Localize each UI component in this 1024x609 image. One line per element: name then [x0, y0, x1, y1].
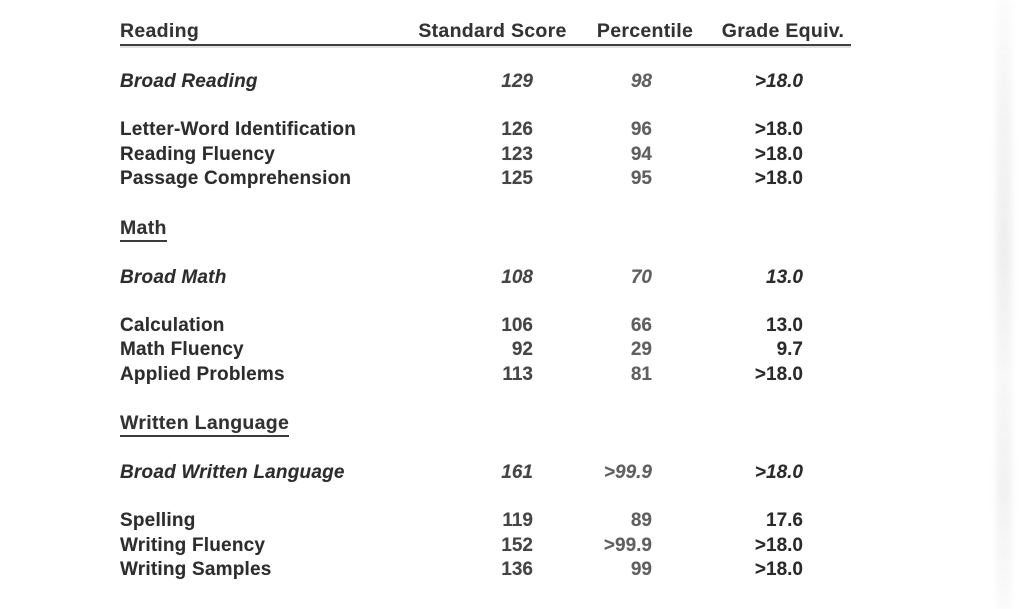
- cluster-row-broad-math: [120, 266, 851, 290]
- percentile-value: 89: [630, 510, 652, 531]
- column-header-percentile: Percentile: [596, 20, 694, 42]
- test-label: Letter-Word Identification: [120, 119, 357, 140]
- percentile-value: 95: [630, 168, 652, 189]
- test-label: Passage Comprehension: [120, 168, 352, 189]
- grade-equiv-value: >18.0: [754, 168, 803, 189]
- test-label: Writing Samples: [120, 559, 272, 580]
- section-heading-written-language-wrap: [120, 411, 851, 437]
- standard-score-value: 136: [501, 559, 533, 580]
- grade-equiv-value: >18.0: [754, 71, 803, 92]
- test-row-writing-samples: [120, 558, 851, 583]
- percentile-value: 81: [630, 363, 652, 385]
- grade-equiv-value: >18.0: [754, 559, 803, 580]
- grade-equiv-value: >18.0: [754, 534, 803, 556]
- test-row-applied-problems: [120, 363, 851, 388]
- grade-equiv-value: 13.0: [766, 266, 803, 288]
- percentile-value: 99: [630, 559, 652, 580]
- test-label: Applied Problems: [120, 363, 285, 385]
- cluster-label: Broad Reading: [120, 71, 258, 92]
- percentile-value: 66: [630, 314, 652, 336]
- percentile-value: >99.9: [603, 534, 652, 556]
- standard-score-value: 126: [501, 119, 533, 140]
- column-header-reading: Reading: [120, 20, 200, 42]
- section-heading-written-language: Written Language: [120, 412, 289, 437]
- standard-score-value: 129: [501, 71, 533, 92]
- standard-score-value: 119: [502, 510, 533, 531]
- section-heading-math-wrap: [120, 216, 851, 242]
- percentile-value: 98: [630, 71, 652, 92]
- grade-equiv-value: 9.7: [776, 339, 803, 360]
- test-row-calculation: [120, 314, 851, 339]
- standard-score-value: 108: [501, 266, 533, 288]
- test-label: Calculation: [120, 314, 225, 336]
- test-row-passage-comprehension: [120, 167, 851, 192]
- grade-equiv-value: >18.0: [754, 363, 803, 385]
- written-language-test-rows: [120, 509, 851, 583]
- test-row-writing-fluency: [120, 534, 851, 559]
- cluster-row-broad-reading: [120, 70, 851, 94]
- test-label: Writing Fluency: [120, 534, 266, 556]
- table-header-row: [120, 18, 851, 46]
- column-header-grade-equiv: Grade Equiv.: [721, 20, 845, 42]
- standard-score-value: 125: [501, 168, 533, 189]
- percentile-value: 94: [630, 143, 652, 165]
- scan-artifact-right-edge: [996, 0, 1012, 609]
- section-heading-math: Math: [120, 217, 167, 242]
- column-header-standard-score: Standard Score: [418, 20, 567, 42]
- grade-equiv-value: 13.0: [766, 314, 803, 336]
- standard-score-value: 113: [502, 363, 533, 385]
- percentile-value: 29: [630, 339, 652, 360]
- grade-equiv-value: >18.0: [754, 119, 803, 140]
- test-row-spelling: [120, 509, 851, 534]
- test-row-letter-word-identification: [120, 118, 851, 143]
- standard-score-value: 92: [511, 339, 533, 360]
- standard-score-value: 106: [501, 314, 533, 336]
- test-label: Reading Fluency: [120, 143, 276, 165]
- grade-equiv-value: 17.6: [766, 510, 803, 531]
- percentile-value: >99.9: [603, 462, 652, 483]
- math-test-rows: [120, 314, 851, 388]
- reading-test-rows: [120, 118, 851, 192]
- test-label: Math Fluency: [120, 339, 244, 360]
- cluster-label: Broad Math: [120, 266, 227, 288]
- standard-score-value: 152: [501, 534, 533, 556]
- grade-equiv-value: >18.0: [754, 462, 803, 483]
- test-row-reading-fluency: [120, 143, 851, 168]
- standard-score-value: 123: [501, 143, 533, 165]
- cluster-label: Broad Written Language: [120, 462, 345, 483]
- standard-score-value: 161: [501, 462, 533, 483]
- test-row-math-fluency: [120, 338, 851, 363]
- percentile-value: 96: [630, 119, 652, 140]
- cluster-row-broad-written-language: [120, 461, 851, 485]
- score-table: [120, 18, 851, 583]
- grade-equiv-value: >18.0: [754, 143, 803, 165]
- test-label: Spelling: [120, 510, 196, 531]
- percentile-value: 70: [630, 266, 652, 288]
